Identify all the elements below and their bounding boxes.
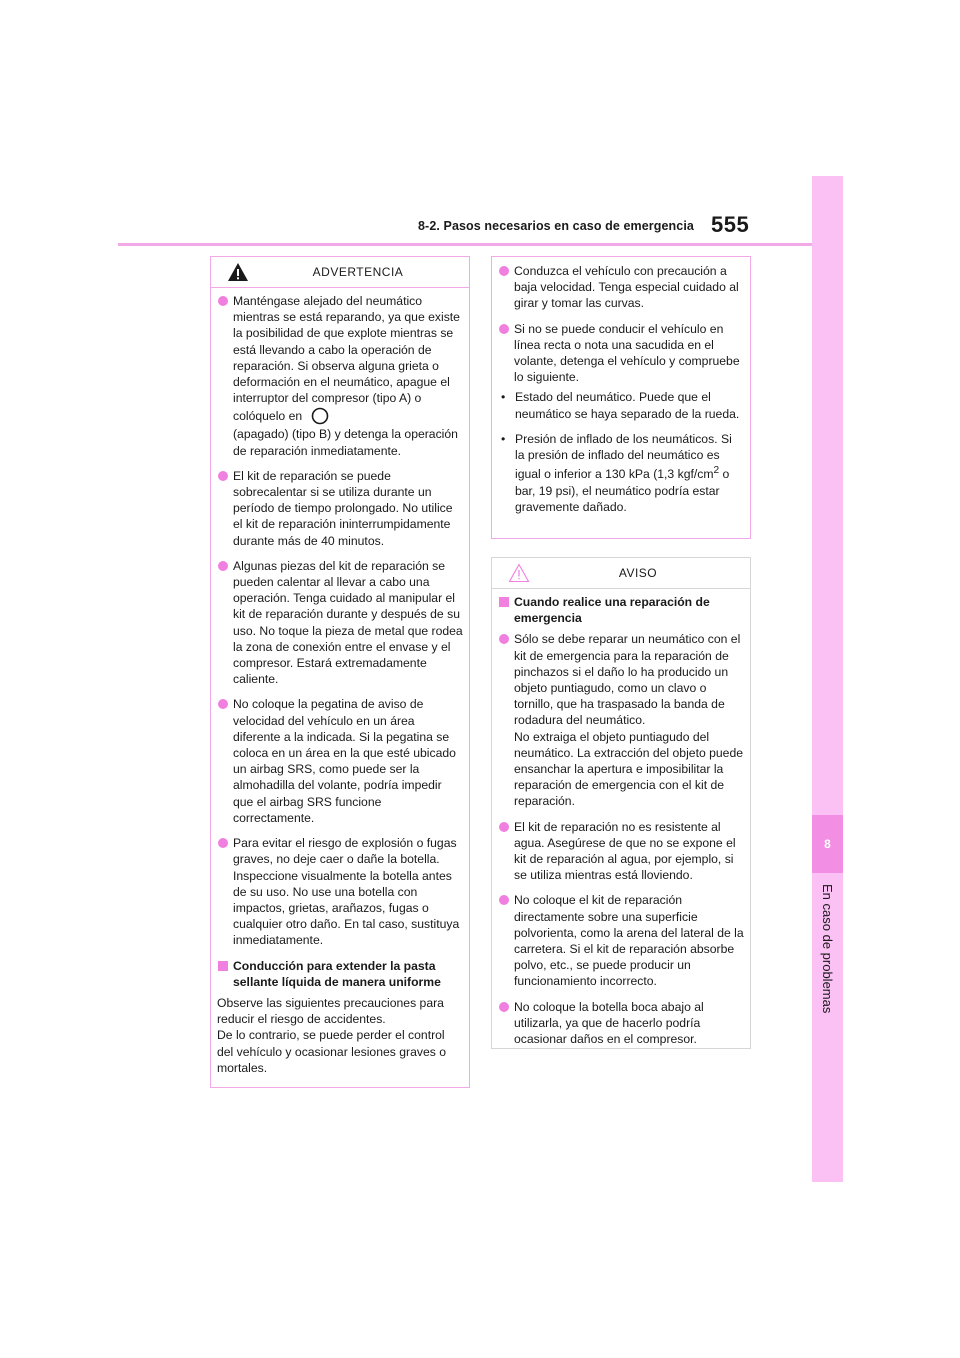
warning-bullet <box>217 558 463 688</box>
chapter-side-tab <box>812 176 843 1182</box>
bullet-text: Algunas piezas del kit de reparación se pueden calentar al llevar a cabo una operación. Tenga cuidado al manipular el kit de reparación durante y después de su uso. No toque la pieza de metal que rodea la zona de conexión entre el envase y el compresor. Estará extremadamente caliente. <box>233 558 463 687</box>
bullet-dot <box>218 699 228 709</box>
warning-title: ADVERTENCIA <box>312 265 404 279</box>
bullet-text: El kit de reparación se puede sobrecalentar si se utiliza durante un período de tiempo prolongado. No utilice el kit de reparación ininterrumpidamente durante más de 40 minutos. <box>233 468 453 548</box>
bullet-dot <box>218 471 228 481</box>
subheading-text: Conducción para extender la pasta sellante líquida de manera uniforme <box>233 958 441 989</box>
bullet-text: Si no se puede conducir el vehículo en línea recta o nota una sacudida en el volante, detenga el vehículo y compruebe lo siguiente. <box>514 321 740 385</box>
subbullet-text: Presión de inflado de los neumáticos. Si la presión de inflado del neumático es igual o inferior a 130 kPa (1,3 kgf/cm <box>515 431 732 482</box>
warning-triangle-icon <box>227 262 249 282</box>
bullet-dot <box>499 1002 509 1012</box>
bullet-text: No coloque el kit de reparación directamente sobre una superficie polvorienta, como la arena del lateral de la carretera. Si el kit de reparación absorbe polvo, etc., se puede producir un funcionamiento incorrecto. <box>514 893 744 989</box>
notice-bullet <box>498 819 744 884</box>
bullet-text: Sólo se debe reparar un neumático con el kit de emergencia para la reparación de pinchazos si el daño lo ha producido un objeto puntiagudo, como un clavo o tornillo, que ha traspasado la banda de rodadura del neumático. <box>514 632 741 728</box>
bullet-text: No coloque la pegatina de aviso de velocidad del vehículo en un área diferente a la indicada. Si la pegatina se coloca en un área en la que esté ubicado un airbag SRS, como puede ser la almohadilla del volante, podría impedir que el airbag SRS funcione correctamente. <box>233 697 456 825</box>
warning-header <box>211 257 469 288</box>
bullet-text: El kit de reparación no es resistente al agua. Asegúrese de que no se expone el kit de reparación al agua, por ejemplo, si se utiliza mientras está lloviendo. <box>514 819 736 883</box>
chapter-number: 8 <box>824 837 831 851</box>
bullet-dot <box>499 266 509 276</box>
notice-box <box>491 557 751 1049</box>
notice-bullet <box>498 999 744 1048</box>
warning-paragraph: Observe las siguientes precauciones para reducir el riesgo de accidentes. <box>217 995 444 1027</box>
bullet-text: Para evitar el riesgo de explosión o fugas graves, no deje caer o dañe la botella. Inspeccione visualmente la botella antes de su uso. No use una botella con impactos, grietas, arañazos, fugas o cualquier otro daño. En tal caso, sustituya inmediatamente. <box>233 836 460 948</box>
warning-paragraph: De lo contrario, se puede perder el control del vehículo y ocasionar lesiones graves o mortales. <box>217 1028 446 1075</box>
bullet-dot <box>499 634 509 644</box>
power-off-icon <box>310 406 330 426</box>
bullet-dot <box>499 822 509 832</box>
chapter-number-tab <box>812 815 843 873</box>
chapter-title-label <box>818 884 836 1024</box>
subbullet-text: o bar, 19 psi), el neumático podría estar gravemente dañado. <box>515 467 730 514</box>
bullet-dot <box>218 561 228 571</box>
bullet-dot <box>218 838 228 848</box>
bullet-text: No coloque la botella boca abajo al utilizarla, ya que de hacerlo podría ocasionar daños en el compresor. <box>514 999 704 1047</box>
page-number: 555 <box>711 212 750 237</box>
notice-header <box>492 558 750 589</box>
bullet-dot <box>218 296 228 306</box>
warning-bullet <box>217 696 463 826</box>
sub-bullet-marker: • <box>501 390 506 405</box>
bullet-text: Manténgase alejado del neumático mientras se está reparando, ya que existe la posibilidad de que explote mientras se está llevando a cabo la operación de reparación. Si observa alguna grieta o deformación en el neumático, apague el interruptor del compresor (tipo A) o colóquelo en <box>233 294 460 424</box>
section-title: 8-2. Pasos necesarios en caso de emergencia <box>418 219 694 233</box>
notice-title: AVISO <box>618 566 658 580</box>
subbullet-text: Estado del neumático. Puede que el neumático se haya separado de la rueda. <box>515 390 740 421</box>
warning-subheading <box>217 958 463 990</box>
warning-bullet <box>498 321 744 386</box>
warning-bullet <box>217 293 463 459</box>
warning-box-left <box>210 256 470 1088</box>
caution-triangle-icon <box>508 563 530 583</box>
bullet-dot <box>499 324 509 334</box>
heading-square <box>499 597 509 607</box>
warning-subbullet <box>498 431 744 515</box>
bullet-text: No extraiga el objeto puntiagudo del neumático. La extracción del objeto puede ensanchar la apertura e imposibilitar la reparación de emergencia con el kit de reparación. <box>514 729 744 809</box>
warning-bullet <box>498 263 744 312</box>
subheading-text: Cuando realice una reparación de emergencia <box>514 595 710 626</box>
header-rule <box>118 243 842 246</box>
notice-bullet <box>498 631 744 809</box>
sub-bullet-marker: • <box>501 431 506 446</box>
bullet-dot <box>499 895 509 905</box>
bullet-text: (apagado) (tipo B) y detenga la operación de reparación inmediatamente. <box>233 427 458 458</box>
chapter-title: En caso de problemas <box>820 884 835 1014</box>
warning-bullet <box>217 835 463 948</box>
warning-box-right <box>491 256 751 539</box>
warning-subbullet <box>498 389 744 421</box>
bullet-text: Conduzca el vehículo con precaución a baja velocidad. Tenga especial cuidado al girar y tomar las curvas. <box>514 264 739 311</box>
heading-square <box>218 961 228 971</box>
notice-bullet <box>498 892 744 989</box>
warning-bullet <box>217 468 463 549</box>
notice-subheading <box>498 594 744 626</box>
superscript: 2 <box>713 465 720 477</box>
